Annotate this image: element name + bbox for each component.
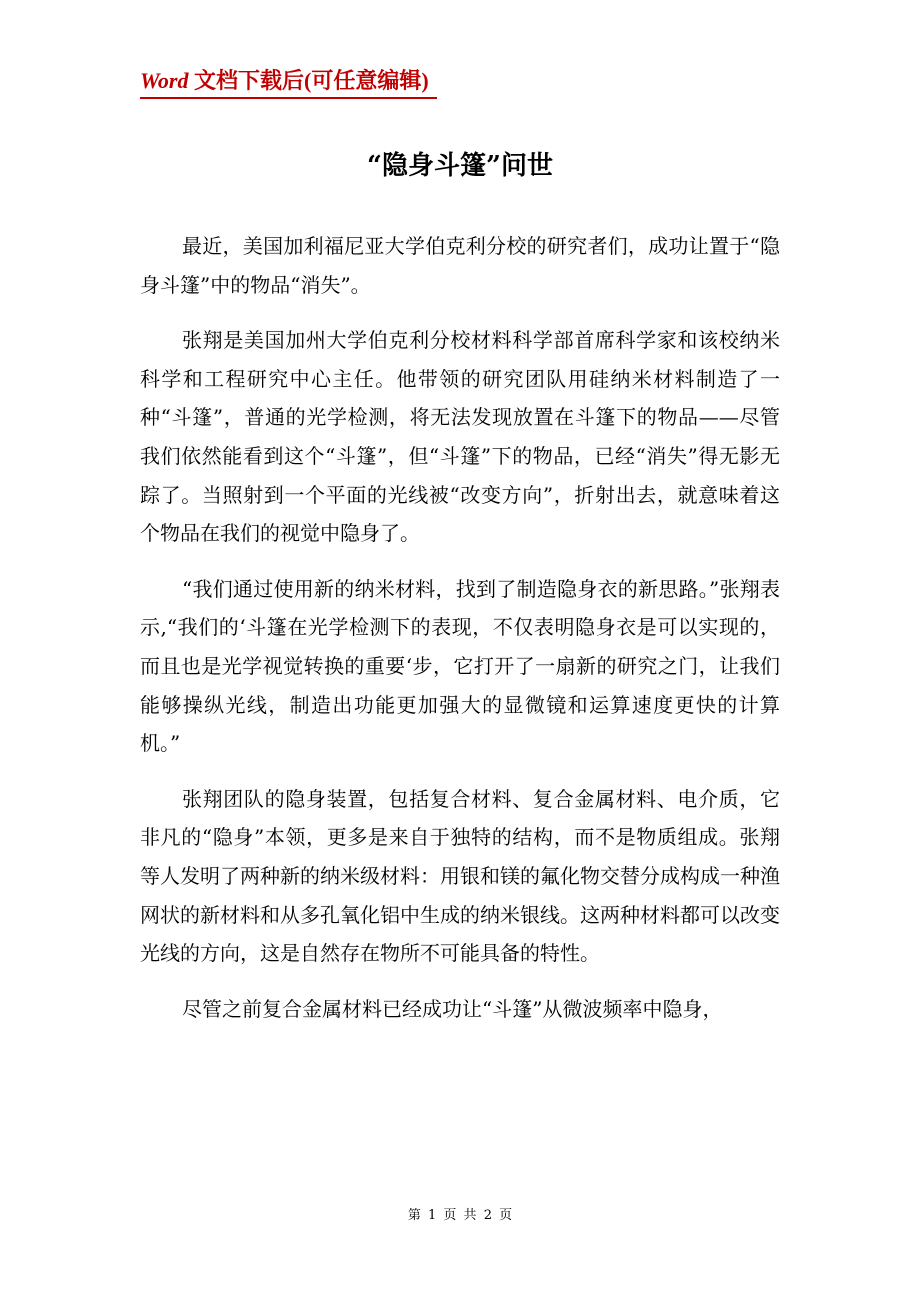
document-title: “隐身斗篷”问世 xyxy=(367,151,553,181)
page-footer: 第 1 页 共 2 页 xyxy=(407,1208,513,1223)
paragraph: 最近，美国加利福尼亚大学伯克利分校的研究者们，成功让置于“隐身斗篷”中的物品“消失”。 xyxy=(140,234,780,297)
banner-word: Word xyxy=(140,68,189,93)
document-body xyxy=(140,227,780,1045)
paragraph: “我们通过使用新的纳米材料，找到了制造隐身衣的新思路。”张翔表示,“我们的‘斗篷在光学检测下的表现，不仅表明隐身衣是可以实现的，而且也是光学视觉转换的重要‘步，它打开了一扇新的研究之门，让我们能够操纵光线，制造出功能更加强大的显微镜和运算速度更快的计算机。” xyxy=(140,576,780,756)
paragraph: 尽管之前复合金属材料已经成功让“斗篷”从微波频率中隐身， xyxy=(182,996,723,1021)
banner-text: 文档下载后(可任意编辑) xyxy=(188,68,429,93)
paragraph: 张翔团队的隐身装置，包括复合材料、复合金属材料、电介质，它非凡的“隐身”本领，更多是来自于独特的结构，而不是物质组成。张翔等人发明了两种新的纳米级材料：用银和镁的氟化物交替分成构成一种渔网状的新材料和从多孔氧化铝中生成的纳米银线。这两种材料都可以改变光线的方向，这是自然存在物所不可能具备的特性。 xyxy=(140,786,780,966)
paragraph: 张翔是美国加州大学伯克利分校材料科学部首席科学家和该校纳米科学和工程研究中心主任。他带领的研究团队用硅纳米材料制造了一种“斗篷”，普通的光学检测，将无法发现放置在斗篷下的物品——尽管我们依然能看到这个“斗篷”，但“斗篷”下的物品，已经“消失”得无影无踪了。当照射到一个平面的光线被“改变方向”，折射出去，就意味着这个物品在我们的视觉中隐身了。 xyxy=(140,328,780,546)
download-banner[interactable] xyxy=(140,66,437,99)
